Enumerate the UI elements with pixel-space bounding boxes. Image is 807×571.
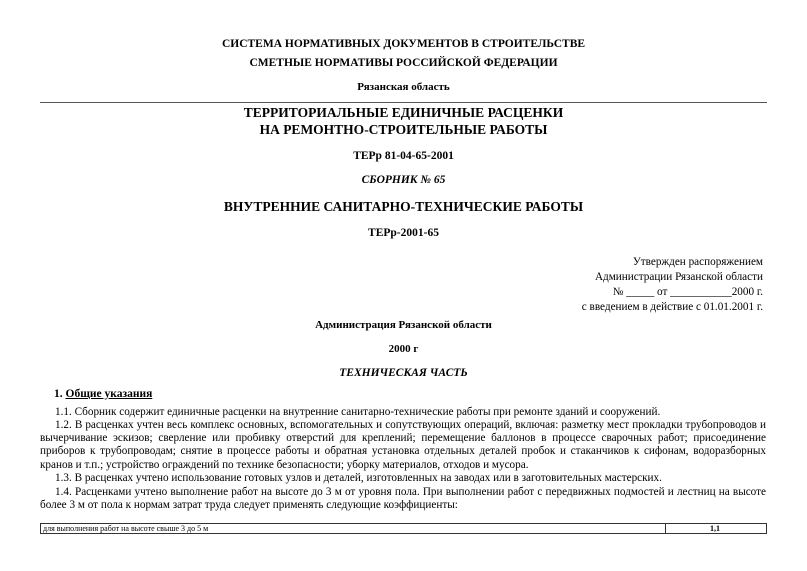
title-line1: ТЕРРИТОРИАЛЬНЫЕ ЕДИНИЧНЫЕ РАСЦЕНКИ — [243, 105, 564, 120]
approval-line3: № _____ от ___________2000 г. — [612, 286, 763, 298]
paragraph-1-3: 1.3. В расценках учтено использование готовых узлов и деталей, изготовленных на заводах или в заготовительных мастерских. — [55, 472, 662, 484]
issuer: Администрация Рязанской области — [315, 319, 492, 331]
approval-line4: с введением в действие с 01.01.2001 г. — [581, 301, 763, 313]
section-title: Общие указания — [65, 388, 153, 400]
header-system: СИСТЕМА НОРМАТИВНЫХ ДОКУМЕНТОВ В СТРОИТЕЛЬСТВЕ — [221, 38, 586, 50]
section-number: 1. — [54, 388, 66, 400]
header-region: Рязанская область — [357, 81, 450, 93]
approval-line2: Администрации Рязанской области — [594, 271, 763, 283]
paragraph-1-4: 1.4. Расценками учтено выполнение работ на высоте до 3 м от уровня пола. При выполнении работ с передвижных подмостей и лестниц на высоте более 3 м от пола к нормам затрат труда следует применять следующие коэффициенты: — [40, 486, 766, 512]
section-heading — [54, 388, 152, 400]
paragraph-1-1: 1.1. Сборник содержит единичные расценки на внутренние санитарно-технические работы при ремонте зданий и сооружений. — [55, 406, 661, 418]
divider — [40, 102, 767, 103]
title-line2: НА РЕМОНТНО-СТРОИТЕЛЬНЫЕ РАБОТЫ — [259, 122, 548, 137]
year: 2000 г — [388, 343, 419, 355]
part-title: ТЕХНИЧЕСКАЯ ЧАСТЬ — [339, 367, 468, 379]
paragraph-1-2: 1.2. В расценках учтен весь комплекс основных, вспомогательных и сопутствующих операций, включая: разметку мест прокладки трубопроводов и вычерчивание эскизов; сверление или пробивку отверстий для креплений; перемещение баллонов в процессе сварочных работ; присоединение приборов к трубопроводам; снятие в процессе работы и обратная установка отдельных деталей пробок и стаканчиков к сифонам, водоразборных кранов и т.п.; устройство ограждений по технике безопасности; уборку материалов, отходов и мусора. — [40, 419, 766, 471]
coef-condition-cell: для выполнения работ на высоте свыше 3 до 5 м — [41, 524, 666, 533]
header-norms: СМЕТНЫЕ НОРМАТИВЫ РОССИЙСКОЙ ФЕДЕРАЦИИ — [249, 57, 558, 69]
document-code: ТЕРр 81-04-65-2001 — [353, 150, 454, 162]
approval-block — [543, 255, 763, 315]
collection-number: СБОРНИК № 65 — [361, 174, 446, 186]
coefficient-table — [40, 523, 767, 534]
subject-title: ВНУТРЕННИЕ САНИТАРНО-ТЕХНИЧЕСКИЕ РАБОТЫ — [223, 199, 584, 214]
coef-value-cell: 1,1 — [710, 524, 720, 533]
document-subcode: ТЕРр-2001-65 — [368, 227, 439, 239]
approval-line1: Утвержден распоряжением — [632, 256, 763, 268]
